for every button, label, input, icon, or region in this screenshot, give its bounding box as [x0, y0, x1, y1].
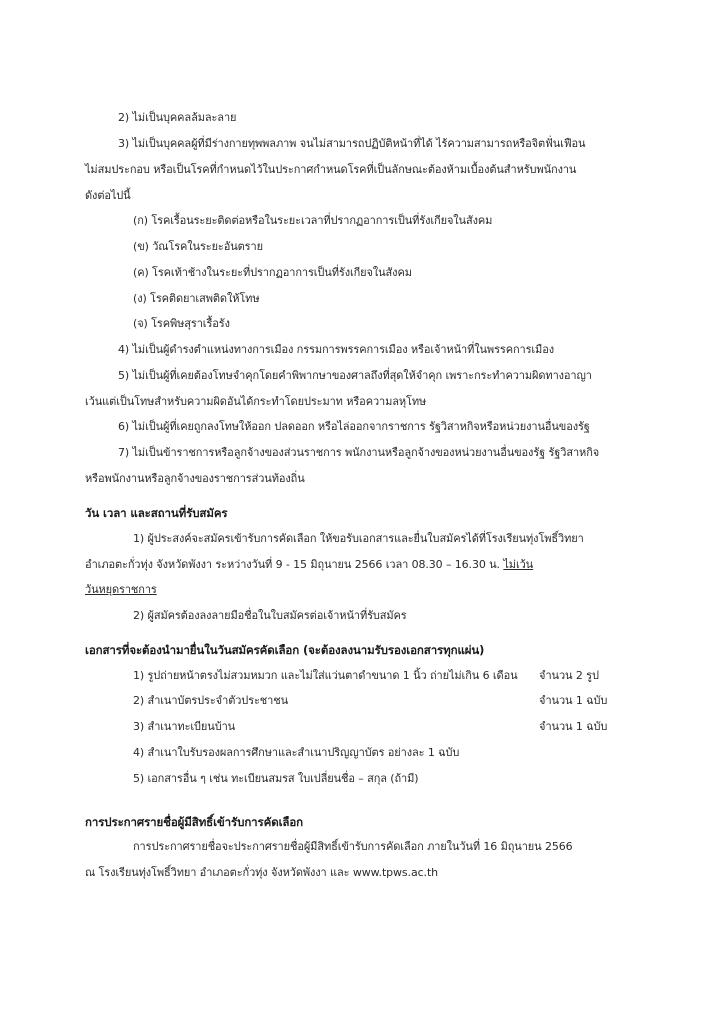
announcement-text: การประกาศรายชื่อจะประกาศรายชื่อผู้มีสิทธิ์เข้ารับการคัดเลือก ภายในวันที่ 16 มิถุนายน 2566 [133, 840, 573, 853]
document-item: 1) รูปถ่ายหน้าตรงไม่สวมหมวก และไม่ใส่แว่นตาดำขนาด 1 นิ้ว ถ่ายไม่เกิน 6 เดือน [133, 669, 518, 682]
disease-d: (ง) โรคติดยาเสพติดให้โทษ [133, 292, 260, 305]
qualification-item-7-cont: หรือพนักงานหรือลูกจ้างของราชการส่วนท้องถิ่น [85, 472, 305, 485]
application-item-2: 2) ผู้สมัครต้องลงลายมือชื่อในใบสมัครต่อเจ้าหน้าที่รับสมัคร [133, 609, 407, 622]
application-item-1: 1) ผู้ประสงค์จะสมัครเข้ารับการคัดเลือก ให้ขอรับเอกสารและยื่นใบสมัครได้ที่โรงเรียนทุ่งโพธิ์วิทยา [133, 532, 584, 545]
document-item: 2) สำเนาบัตรประจำตัวประชาชน [133, 694, 289, 707]
document-quantity: จำนวน 2 รูป [539, 669, 599, 682]
application-dates: อำเภอตะกั่วทุ่ง จังหวัดพังงา ระหว่างวันที่ 9 - 15 มิถุนายน 2566 เวลา 08.30 – 16.30 น. [85, 558, 504, 571]
application-no-holiday-note: ไม่เว้น [503, 558, 534, 571]
qualification-item-5: 5) ไม่เป็นผู้ที่เคยต้องโทษจำคุกโดยคำพิพากษาของศาลถึงที่สุดให้จำคุก เพราะกระทำความผิดทางอาญา [118, 369, 592, 382]
document-quantity: จำนวน 1 ฉบับ [539, 720, 608, 733]
announcement-text-cont: ณ โรงเรียนทุ่งโพธิ์วิทยา อำเภอตะกั่วทุ่ง จังหวัดพังงา และ www.tpws.ac.th [85, 866, 439, 879]
document-item: 5) เอกสารอื่น ๆ เช่น ทะเบียนสมรส ใบเปลี่ยนชื่อ – สกุล (ถ้ามี) [133, 772, 419, 785]
qualification-item-6: 6) ไม่เป็นผู้ที่เคยถูกลงโทษให้ออก ปลดออก หรือไล่ออกจากราชการ รัฐวิสาหกิจหรือหน่วยงานอื่นของรัฐ [118, 420, 590, 433]
documents-heading: เอกสารที่จะต้องนำมายื่นในวันสมัครคัดเลือก (จะต้องลงนามรับรองเอกสารทุกแผ่น) [85, 643, 485, 657]
qualification-item-4: 4) ไม่เป็นผู้ดำรงตำแหน่งทางการเมือง กรรมการพรรคการเมือง หรือเจ้าหน้าที่ในพรรคการเมือง [118, 343, 554, 356]
application-item-1-cont [85, 557, 533, 573]
qualification-item-2: 2) ไม่เป็นบุคคลล้มละลาย [118, 111, 237, 124]
disease-c: (ค) โรคเท้าช้างในระยะที่ปรากฏอาการเป็นที่รังเกียจในสังคม [133, 266, 412, 279]
disease-b: (ข) วัณโรคในระยะอันตราย [133, 240, 263, 253]
document-item: 3) สำเนาทะเบียนบ้าน [133, 720, 236, 733]
document-item: 4) สำเนาใบรับรองผลการศึกษาและสำเนาปริญญาบัตร อย่างละ 1 ฉบับ [133, 746, 460, 759]
application-item-1-cont2: วันหยุดราชการ [85, 583, 157, 596]
application-heading: วัน เวลา และสถานที่รับสมัคร [85, 506, 228, 520]
announcement-heading: การประกาศรายชื่อผู้มีสิทธิ์เข้ารับการคัดเลือก [85, 815, 304, 829]
qualification-item-3: 3) ไม่เป็นบุคคลผู้ที่มีร่างกายทุพพลภาพ จนไม่สามารถปฏิบัติหน้าที่ได้ ไร้ความสามารถหรือจิตฟั่นเฟือน [118, 137, 586, 150]
qualification-item-7: 7) ไม่เป็นข้าราชการหรือลูกจ้างของส่วนราชการ พนักงานหรือลูกจ้างของหน่วยงานอื่นของรัฐ รัฐวิสาหกิจ [118, 446, 600, 459]
document-quantity: จำนวน 1 ฉบับ [539, 694, 608, 707]
qualification-item-5-cont: เว้นแต่เป็นโทษสำหรับความผิดอันได้กระทำโดยประมาท หรือความลหุโทษ [85, 395, 427, 408]
qualification-item-3-cont: ไม่สมประกอบ หรือเป็นโรคที่กำหนดไว้ในประกาศกำหนดโรคที่เป็นลักษณะต้องห้ามเบื้องต้นสำหรับพนักงาน [85, 163, 577, 176]
disease-a: (ก) โรคเรื้อนระยะติดต่อหรือในระยะเวลาที่ปรากฏอาการเป็นที่รังเกียจในสังคม [133, 214, 493, 227]
disease-e: (จ) โรคพิษสุราเรื้อรัง [133, 317, 230, 330]
qualification-item-3-cont2: ดังต่อไปนี้ [85, 189, 131, 202]
